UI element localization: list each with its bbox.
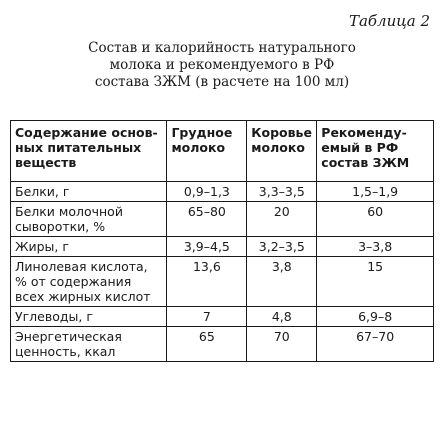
header-recommended-formula: Рекоменду- емый в РФ состав ЗЖМ: [317, 121, 434, 182]
row-label: Линолевая кислота, % от содержания всех жирных кислот: [11, 257, 167, 307]
header-cow-milk: Коровье молоко: [247, 121, 317, 182]
cell-value: 3–3,8: [317, 237, 434, 257]
caption-line: Состав и калорийность натурального: [88, 40, 356, 56]
cell-value: 65–80: [167, 202, 247, 237]
row-label: Углеводы, г: [11, 307, 167, 327]
cell-value: 6,9–8: [317, 307, 434, 327]
cell-value: 3,9–4,5: [167, 237, 247, 257]
composition-table: [10, 120, 434, 362]
table-row: [11, 307, 434, 327]
caption-line: молока и рекомендуемого в РФ: [109, 57, 335, 73]
row-label: Белки, г: [11, 182, 167, 202]
cell-value: 3,8: [247, 257, 317, 307]
row-label: Белки молочной сыворотки, %: [11, 202, 167, 237]
cell-value: 70: [247, 327, 317, 362]
cell-value: 3,3–3,5: [247, 182, 317, 202]
cell-value: 67–70: [317, 327, 434, 362]
table-row: [11, 182, 434, 202]
cell-value: 13,6: [167, 257, 247, 307]
header-breast-milk: Грудное молоко: [167, 121, 247, 182]
table-row: [11, 202, 434, 237]
header-nutrients: Содержание основ- ных питательных веществ: [11, 121, 167, 182]
row-label: Энергетическая ценность, ккал: [11, 327, 167, 362]
cell-value: 20: [247, 202, 317, 237]
cell-value: 0,9–1,3: [167, 182, 247, 202]
table-row: [11, 237, 434, 257]
table-header-row: [11, 121, 434, 182]
caption-line: состава ЗЖМ (в расчете на 100 мл): [94, 74, 350, 90]
cell-value: 1,5–1,9: [317, 182, 434, 202]
table-number-label: Таблица 2: [348, 12, 430, 30]
cell-value: 65: [167, 327, 247, 362]
cell-value: 60: [317, 202, 434, 237]
cell-value: 3,2–3,5: [247, 237, 317, 257]
cell-value: 7: [167, 307, 247, 327]
cell-value: 15: [317, 257, 434, 307]
table-caption: [0, 40, 444, 91]
row-label: Жиры, г: [11, 237, 167, 257]
table-row: [11, 257, 434, 307]
table-row: [11, 327, 434, 362]
cell-value: 4,8: [247, 307, 317, 327]
